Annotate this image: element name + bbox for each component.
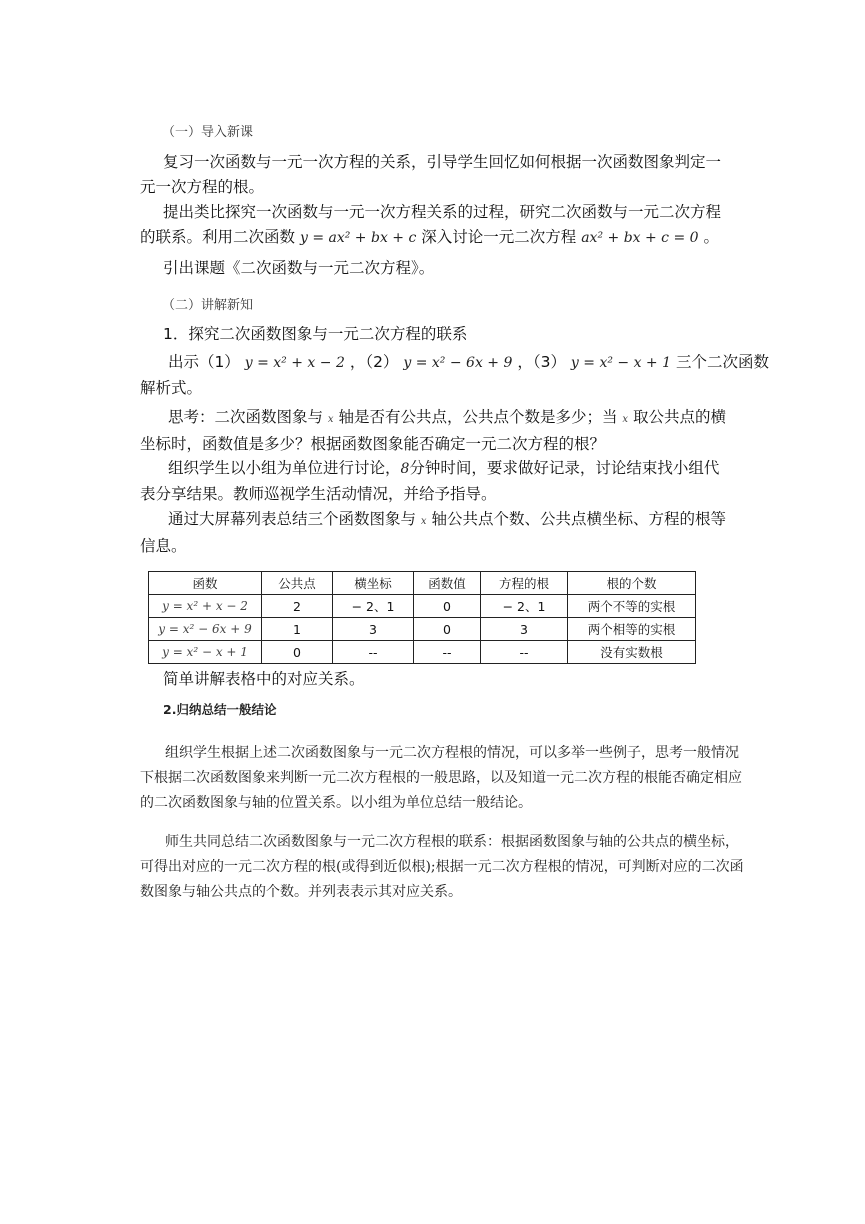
x-variable: x (420, 516, 427, 527)
table-cell: -- (333, 641, 414, 664)
table-header: 方程的根 (481, 572, 568, 595)
table-cell: 0 (262, 641, 333, 664)
paragraph-teacher-summary: 师生共同总结二次函数图象与一元二次方程根的联系：根据函数图象与轴的公共点的横坐标，可得出对应的一元二次方程的根(或得到近似根);根据一元二次方程根的情况，可判断对应的二次函数图象与轴公共点的个数。并列表表示其对应关系。 (140, 834, 744, 900)
paragraph-think (140, 405, 726, 457)
x-variable: x (327, 414, 334, 425)
table-header: 公共点 (262, 572, 333, 595)
section-title-new-knowledge: （二）讲解新知 (162, 298, 254, 313)
paragraph-think-line-2: 坐标时，函数值是多少？根据函数图象能否确定一元二次方程的根？ (140, 435, 606, 453)
quadratic-equation-formula: ax² + bx + c = 0 (581, 230, 699, 246)
heading-general-conclusion: 2.归纳总结一般结论 (163, 702, 277, 717)
paragraph-functions-line-2: 解析式。 (140, 379, 203, 397)
table-cell: 3 (481, 618, 568, 641)
function-3-formula: y = x² − x + 1 (570, 355, 672, 371)
paragraph-summary-screen-line-2: 信息。 (140, 537, 187, 555)
table-header: 横坐标 (333, 572, 414, 595)
paragraph-discuss-line-2: 表分享结果。教师巡视学生活动情况，并给予指导。 (140, 485, 497, 503)
paragraph-topic-text: 引出课题《二次函数与一元二次方程》。 (163, 259, 435, 277)
functions-label-2: ，（2） (349, 353, 399, 371)
functions-label-1: 出示（1） (167, 353, 240, 371)
table-cell: -- (414, 641, 481, 664)
table-cell: 0 (414, 595, 481, 618)
table-cell: y = x² + x − 2 (149, 595, 262, 618)
table-cell: 3 (333, 618, 414, 641)
table-header: 函数值 (414, 572, 481, 595)
table-cell: 2 (262, 595, 333, 618)
table-cell: 1 (262, 618, 333, 641)
table-header: 根的个数 (568, 572, 696, 595)
paragraph-organize: 组织学生根据上述二次函数图象与一元二次方程根的情况，可以多举一些例子，思考一般情况下根据二次函数图象来判断一元二次方程根的一般思路，以及知道一元二次方程的根能否确定相应的二次函数图象与轴的位置关系。以小组为单位总结一般结论。 (140, 745, 742, 811)
paragraph-review (140, 150, 721, 200)
functions-label-3: ，（3） (517, 353, 566, 371)
table-cell: 没有实数根 (568, 641, 696, 664)
table-cell: y = x² − x + 1 (149, 641, 262, 664)
discuss-text-a: 组织学生以小组为单位进行讨论， (167, 459, 401, 477)
paragraph-discuss (140, 456, 719, 507)
paragraph-table-explain-text: 简单讲解表格中的对应关系。 (163, 670, 365, 688)
function-roots-table (148, 571, 696, 664)
think-text-c: 取公共点的横 (633, 408, 727, 426)
paragraph-compare (140, 200, 721, 251)
section-title-intro: （一）导入新课 (162, 125, 254, 140)
quadratic-function-formula: y = ax² + bx + c (299, 230, 417, 246)
paragraph-table-explain (140, 667, 365, 692)
discuss-minutes: 8 (400, 461, 410, 477)
paragraph-compare-text-c: 。 (703, 228, 720, 246)
discuss-text-b: 分钟时间，要求做好记录，讨论结束找小组代 (409, 459, 720, 477)
table-cell: -- (481, 641, 568, 664)
table-cell: 两个相等的实根 (568, 618, 696, 641)
function-2-formula: y = x² − 6x + 9 (403, 355, 513, 371)
table-row (149, 618, 696, 641)
function-1-formula: y = x² + x − 2 (244, 355, 345, 371)
x-variable: x (622, 414, 629, 425)
table-cell: y = x² − 6x + 9 (149, 618, 262, 641)
paragraph-compare-text-b: 深入讨论一元二次方程 (421, 228, 577, 246)
paragraph-functions (140, 350, 769, 401)
functions-label-end: 三个二次函数 (675, 353, 769, 371)
table-row (149, 595, 696, 618)
table-cell: − 2、1 (481, 595, 568, 618)
think-text-b: 轴是否有公共点，公共点个数是多少；当 (338, 408, 618, 426)
table-cell: 两个不等的实根 (568, 595, 696, 618)
heading-explore (140, 322, 467, 347)
table-cell: 0 (414, 618, 481, 641)
table-cell: − 2、1 (333, 595, 414, 618)
paragraph-review-line-2: 元一次方程的根。 (140, 178, 265, 196)
summary-screen-text-b: 轴公共点个数、公共点横坐标、方程的根等 (431, 510, 726, 528)
table-row (149, 641, 696, 664)
table-header-row (149, 572, 696, 595)
paragraph-topic (140, 256, 434, 281)
paragraph-compare-text-a: 的联系。利用二次函数 (140, 228, 296, 246)
table-header: 函数 (149, 572, 262, 595)
think-text-a: 思考：二次函数图象与 (167, 408, 323, 426)
summary-screen-text-a: 通过大屏幕列表总结三个函数图象与 (167, 510, 416, 528)
paragraph-compare-line-1: 提出类比探究一次函数与一元一次方程关系的过程，研究二次函数与一元二次方程 (163, 203, 722, 221)
paragraph-summary-screen (140, 507, 726, 559)
heading-explore-text: 1．探究二次函数图象与一元二次方程的联系 (163, 325, 468, 343)
paragraph-review-line-1: 复习一次函数与一元一次方程的关系，引导学生回忆如何根据一次函数图象判定一 (163, 153, 722, 171)
